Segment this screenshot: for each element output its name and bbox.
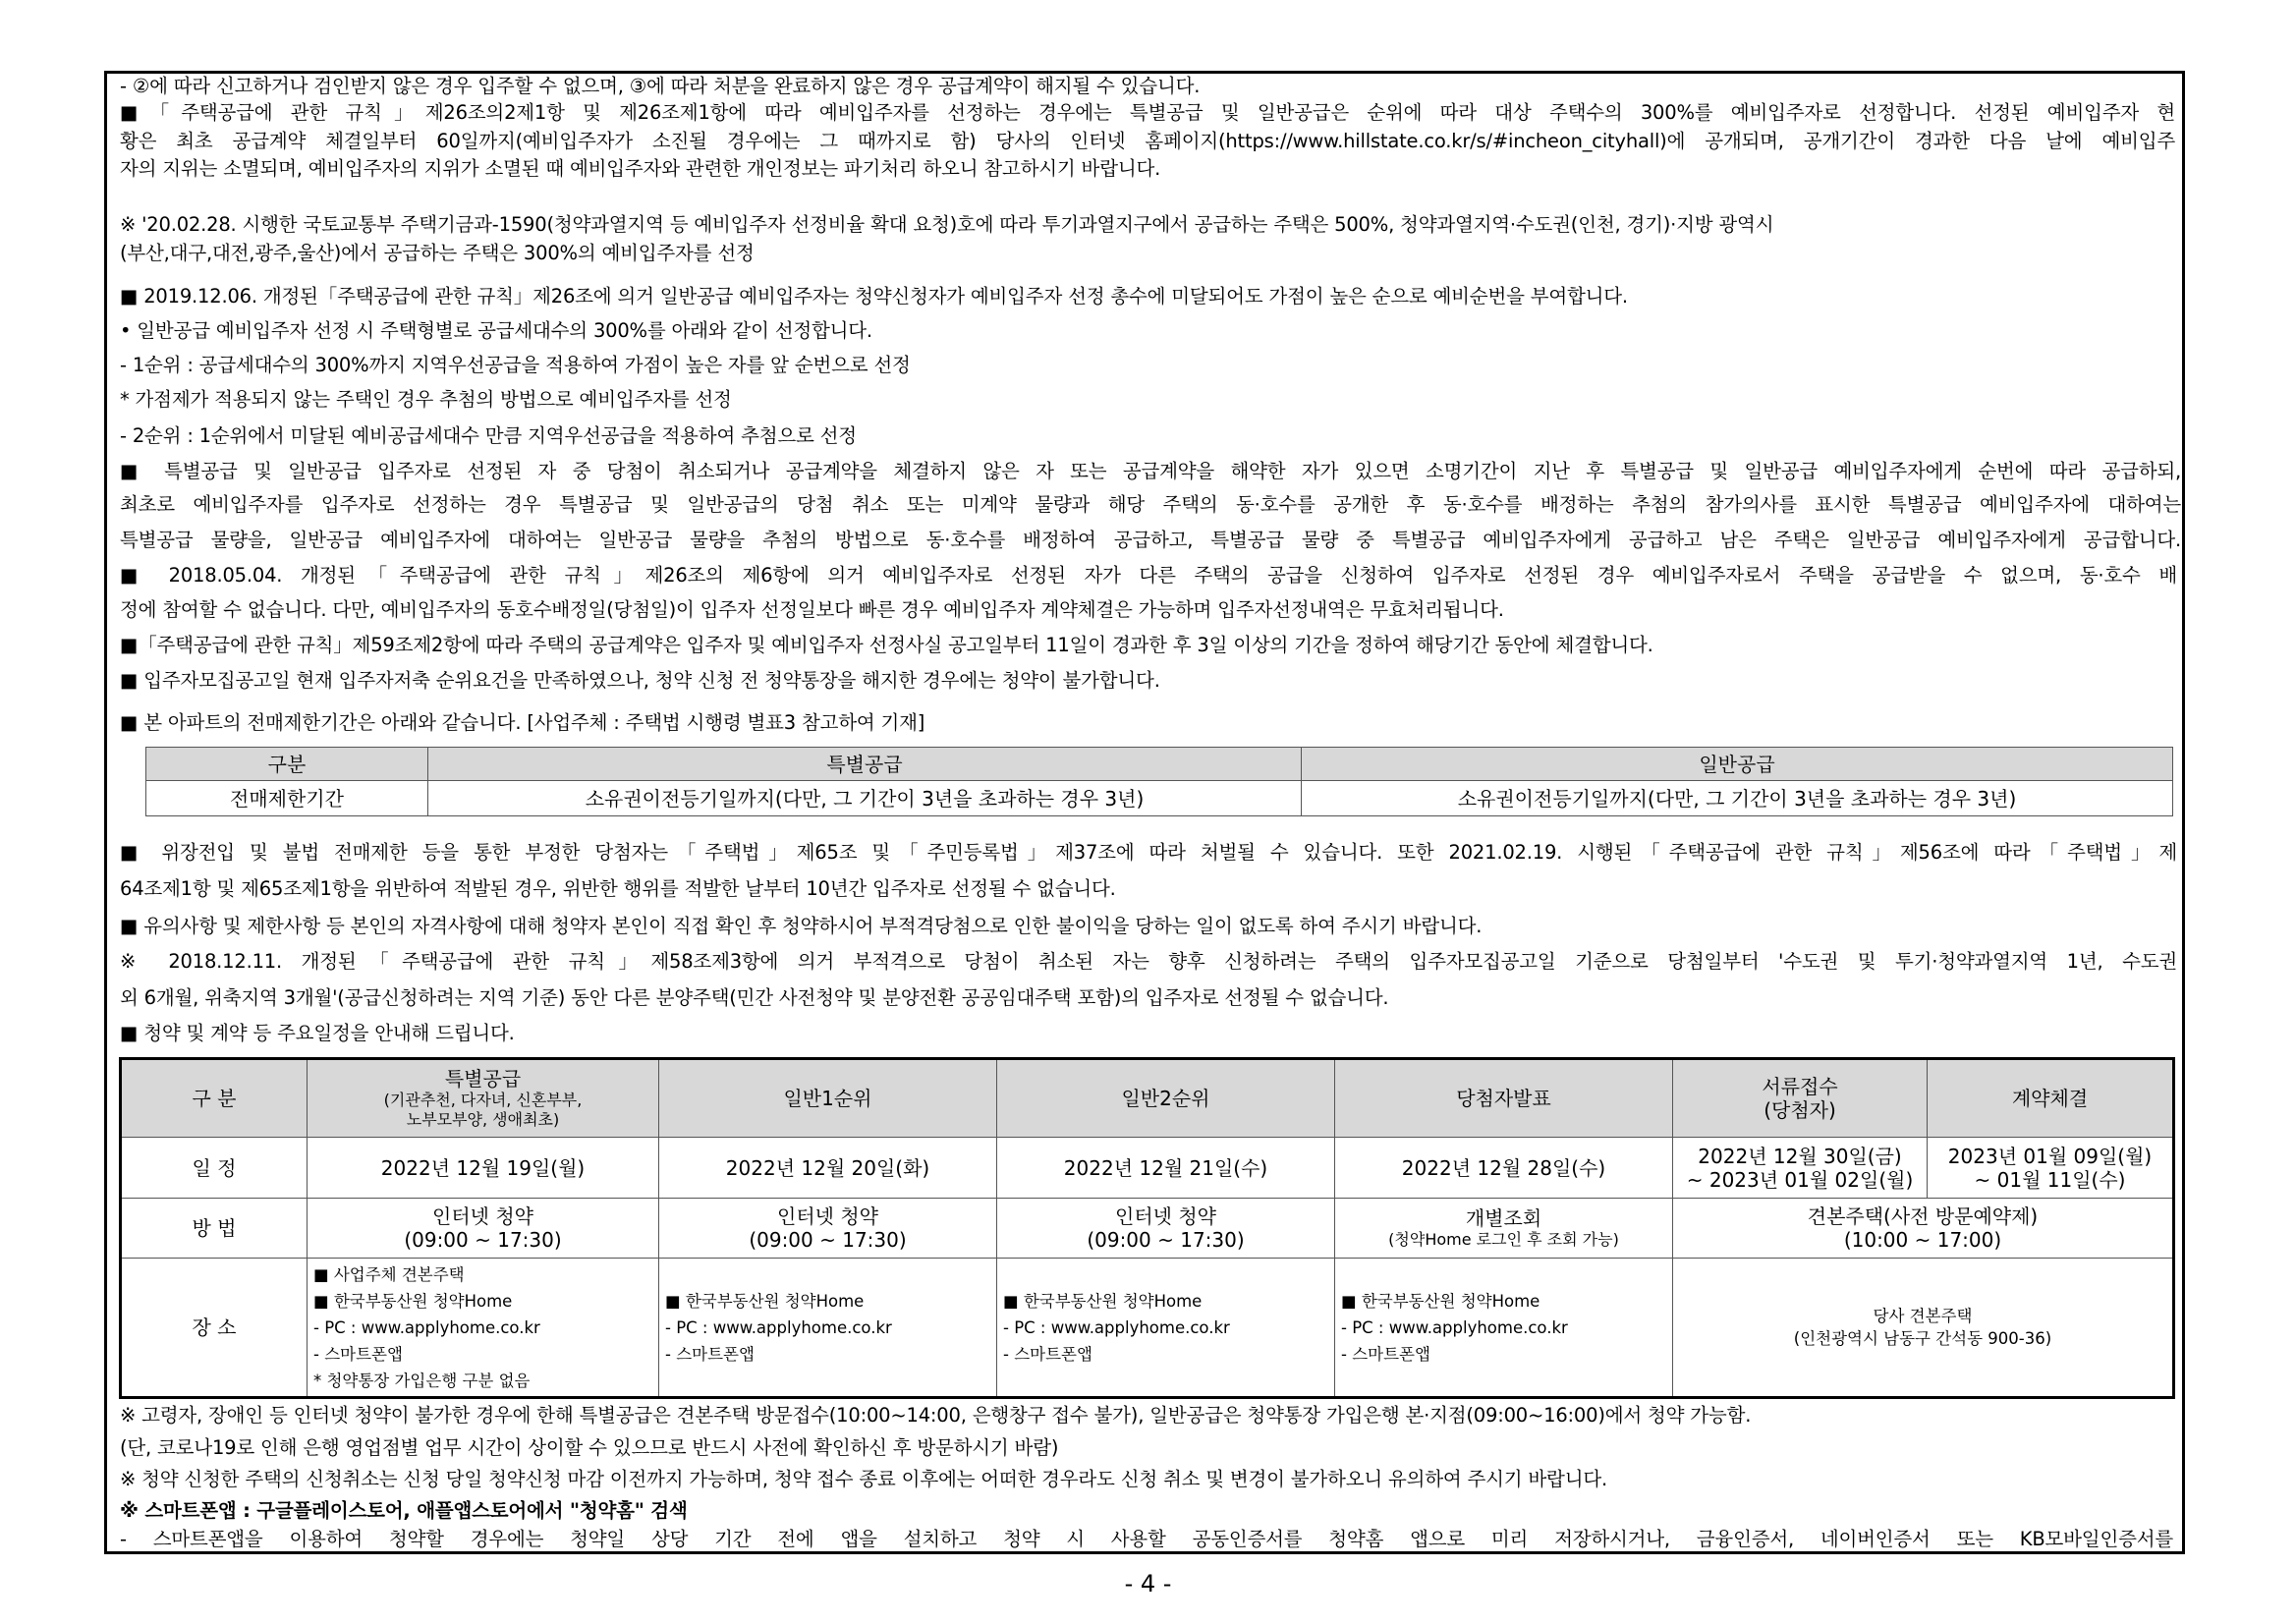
place-cell [1335, 1259, 1673, 1398]
place-line: - PC : www.applyhome.co.kr [1003, 1317, 1230, 1337]
date-line: ~ 2023년 01월 02일(월) [1686, 1167, 1914, 1192]
text-line: * 가점제가 적용되지 않는 주택인 경우 추첨의 방법으로 예비입주자를 선정 [120, 388, 732, 411]
special-title: 특별공급 [444, 1067, 522, 1091]
place-line: ■ 사업주체 견본주택 [313, 1264, 465, 1284]
table-cell: 소유권이전등기일까지(다만, 그 기간이 3년을 초과하는 경우 3년) [428, 781, 1302, 816]
text-line: ■ 유의사항 및 제한사항 등 본인의 자격사항에 대해 청약자 본인이 직접 확인 후 청약하시어 부적격당첨으로 인한 불이익을 당하는 일이 없도록 하여 주시기 바랍니다. [120, 915, 1483, 937]
place-line: ■ 한국부동산원 청약Home [665, 1291, 865, 1311]
place-line: ■ 한국부동산원 청약Home [1003, 1291, 1203, 1311]
table-header: 당첨자발표 [1335, 1059, 1673, 1138]
text-line: (부산,대구,대전,광주,울산)에서 공급하는 주택은 300%의 예비입주자를 선정 [120, 242, 755, 264]
text-line: ■ 입주자모집공고일 현재 입주자저축 순위요건을 만족하였으나, 청약 신청 전 청약통장을 해지한 경우에는 청약이 불가합니다. [120, 669, 1160, 692]
text-line: ■「주택공급에 관한 규칙」제26조의2제1항 및 제26조제1항에 따라 예비입주자를 선정하는 경우에는 특별공급 및 일반공급은 순위에 따라 대상 주택수의 300%를 예비입주자로 선정합니다. 선정된 예비입주자 현 [120, 101, 2175, 124]
text-line: ※ 고령자, 장애인 등 인터넷 청약이 불가한 경우에 한해 특별공급은 견본주택 방문접수(10:00~14:00, 은행창구 접수 불가), 일반공급은 청약통장 가입은행 본·지점(09:00~16:00)에서 청약 가능함. [120, 1404, 1752, 1427]
place-line: ■ 한국부동산원 청약Home [1341, 1291, 1540, 1311]
method-label: 인터넷 청약 [777, 1204, 878, 1228]
table-cell: 2022년 12월 21일(수) [997, 1138, 1335, 1199]
table-cell [997, 1199, 1335, 1259]
table-header: 일반2순위 [997, 1059, 1335, 1138]
text-line: ※ 2018.12.11. 개정된「주택공급에 관한 규칙」제58조제3항에 의거 부적격으로 당첨이 취소된 자는 향후 신청하려는 주택의 입주자모집공고일 기준으로 당첨일부터 '수도권 및 투기·청약과열지역 1년, 수도권 [120, 950, 2177, 973]
table-header: 구 분 [121, 1059, 308, 1138]
text-line: 최초로 예비입주자를 입주자로 선정하는 경우 특별공급 및 일반공급의 당첨 취소 또는 미계약 물량과 해당 주택의 동·호수를 공개한 후 동·호수를 배정하는 추첨의 참가의사를 표시한 특별공급 예비입주자에 대하여는 [120, 493, 2181, 516]
place-line: - PC : www.applyhome.co.kr [665, 1317, 892, 1337]
place-line: - PC : www.applyhome.co.kr [313, 1317, 540, 1337]
table-cell: 2022년 12월 20일(화) [659, 1138, 997, 1199]
text-line: (단, 코로나19로 인해 은행 영업점별 업무 시간이 상이할 수 있으므로 반드시 사전에 확인하신 후 방문하시기 바람) [120, 1436, 1059, 1459]
text-line: ■ 특별공급 및 일반공급 입주자로 선정된 자 중 당첨이 취소되거나 공급계약을 체결하지 않은 자 또는 공급계약을 해약한 자가 있으면 소명기간이 지난 후 특별공급 및 일반공급 예비입주자에게 순번에 따라 공급하되, [120, 460, 2181, 482]
method-note: (청약Home 로그인 후 조회 가능) [1388, 1230, 1619, 1249]
place-line: - 스마트폰앱 [1341, 1344, 1430, 1364]
table-cell [1335, 1199, 1673, 1259]
docs-subtitle: (당첨자) [1764, 1098, 1836, 1122]
text-line: 황은 최초 공급계약 체결일부터 60일까지(예비입주자가 소진될 경우에는 그 때까지로 함) 당사의 인터넷 홈페이지(https://www.hillstate.co.kr/s/#incheon_cityhall)에 공개되며, 공개기간이 경과한 다음 날에 예비입주 [120, 130, 2175, 152]
table-header: 일반1순위 [659, 1059, 997, 1138]
table-cell: 전매제한기간 [146, 781, 428, 816]
method-label: 인터넷 청약 [1115, 1204, 1216, 1228]
table-cell [659, 1199, 997, 1259]
place-line: - 스마트폰앱 [665, 1344, 755, 1364]
text-line: - 1순위 : 공급세대수의 300%까지 지역우선공급을 적용하여 가점이 높은 자를 앞 순번으로 선정 [120, 354, 911, 376]
table-cell [1673, 1138, 1928, 1199]
text-line: 정에 참여할 수 없습니다. 다만, 예비입주자의 동호수배정일(당첨일)이 입주자 선정일보다 빠른 경우 예비입주자 계약체결은 가능하며 입주자선정내역은 무효처리됩니다. [120, 598, 1504, 621]
table-header: 구분 [146, 748, 428, 781]
place-cell [308, 1259, 659, 1398]
text-line: ■「주택공급에 관한 규칙」제59조제2항에 따라 주택의 공급계약은 입주자 및 예비입주자 선정사실 공고일부터 11일이 경과한 후 3일 이상의 기간을 정하여 해당기간 동안에 체결합니다. [120, 634, 1653, 656]
table-cell: 소유권이전등기일까지(다만, 그 기간이 3년을 초과하는 경우 3년) [1302, 781, 2173, 816]
place-cell [997, 1259, 1335, 1398]
row-label: 일 정 [121, 1138, 308, 1199]
table-header [1673, 1059, 1928, 1138]
table-header [308, 1059, 659, 1138]
place-line: - 스마트폰앱 [313, 1344, 403, 1364]
table-cell: 2022년 12월 28일(수) [1335, 1138, 1673, 1199]
text-line: ■ 2018.05.04. 개정된「주택공급에 관한 규칙」제26조의 제6항에 의거 예비입주자로 선정된 자가 다른 주택의 공급을 신청하여 입주자로 선정된 경우 예비입주자로서 주택을 공급받을 수 없으며, 동·호수 배 [120, 564, 2177, 587]
row-label: 방 법 [121, 1199, 308, 1259]
table-cell [1673, 1259, 2174, 1398]
text-line: 64조제1항 및 제65조제1항을 위반하여 적발된 경우, 위반한 행위를 적발한 날부터 10년간 입주자로 선정될 수 없습니다. [120, 877, 1116, 900]
method-hours: (10:00 ~ 17:00) [1843, 1228, 2002, 1252]
text-line: - 2순위 : 1순위에서 미달된 예비공급세대수 만큼 지역우선공급을 적용하여 추첨으로 선정 [120, 424, 857, 447]
method-label: 견본주택(사전 방문예약제) [1807, 1204, 2039, 1228]
place-cell [659, 1259, 997, 1398]
page-number: - 4 - [1124, 1570, 1172, 1597]
method-hours: (09:00 ~ 17:30) [404, 1228, 562, 1252]
text-line: ■ 본 아파트의 전매제한기간은 아래와 같습니다. [사업주체 : 주택법 시행령 별표3 참고하여 기재] [120, 711, 925, 734]
place-line: ■ 한국부동산원 청약Home [313, 1291, 513, 1311]
text-line: 특별공급 물량을, 일반공급 예비입주자에 대하여는 일반공급 물량을 추첨의 방법으로 동·호수를 배정하여 공급하고, 특별공급 물량 중 특별공급 예비입주자에게 공급하고 남은 주택은 일반공급 예비입주자에게 공급합니다. [120, 529, 2181, 551]
text-line: 외 6개월, 위축지역 3개월'(공급신청하려는 지역 기준) 동안 다른 분양주택(민간 사전청약 및 분양전환 공공임대주택 포함)의 입주자로 선정될 수 없습니다. [120, 986, 1389, 1009]
text-line: 자의 지위는 소멸되며, 예비입주자의 지위가 소멸된 때 예비입주자와 관련한 개인정보는 파기처리 하오니 참고하시기 바랍니다. [120, 157, 1161, 180]
method-hours: (09:00 ~ 17:30) [1087, 1228, 1245, 1252]
text-line: • 일반공급 예비입주자 선정 시 주택형별로 공급세대수의 300%를 아래와 같이 선정합니다. [120, 319, 872, 342]
method-label: 인터넷 청약 [432, 1204, 533, 1228]
special-subtitle: (기관추천, 다자녀, 신혼부부, [383, 1091, 583, 1109]
row-label: 장 소 [121, 1259, 308, 1398]
table-cell [308, 1199, 659, 1259]
date-line: 2022년 12월 30일(금) [1698, 1144, 1902, 1168]
text-line: ※ '20.02.28. 시행한 국토교통부 주택기금과-1590(청약과열지역 등 예비입주자 선정비율 확대 요청)호에 따라 투기과열지구에서 공급하는 주택은 500%, 청약과열지역·수도권(인천, 경기)·지방 광역시 [120, 213, 1774, 236]
table-cell [1673, 1199, 2174, 1259]
text-line: ■ 청약 및 계약 등 주요일정을 안내해 드립니다. [120, 1022, 515, 1044]
text-line: ※ 스마트폰앱 : 구글플레이스토어, 애플앱스토어에서 "청약홈" 검색 [120, 1499, 688, 1522]
model-house-label: 당사 견본주택 [1873, 1307, 1973, 1325]
text-line: ■ 위장전입 및 불법 전매제한 등을 통한 부정한 당첨자는「주택법」제65조 및「주민등록법」제37조에 따라 처벌될 수 있습니다. 또한 2021.02.19. 시행된「주택공급에 관한 규칙」제56조에 따라「주택법」제 [120, 841, 2177, 864]
table-cell: 2022년 12월 19일(월) [308, 1138, 659, 1199]
table-header: 일반공급 [1302, 748, 2173, 781]
text-line: - 스마트폰앱을 이용하여 청약할 경우에는 청약일 상당 기간 전에 앱을 설치하고 청약 시 사용할 공동인증서를 청약홈 앱으로 미리 저장하시거나, 금융인증서, 네이버인증서 또는 KB모바일인증서를 [120, 1528, 2173, 1550]
text-line: - ②에 따라 신고하거나 검인받지 않은 경우 입주할 수 없으며, ③에 따라 처분을 완료하지 않은 경우 공급계약이 해지될 수 있습니다. [120, 75, 1201, 97]
docs-title: 서류접수 [1762, 1075, 1838, 1098]
schedule-table [119, 1057, 2175, 1399]
place-line: * 청약통장 가입은행 구분 없음 [313, 1371, 531, 1390]
resale-restriction-table [145, 747, 2173, 816]
method-hours: (09:00 ~ 17:30) [749, 1228, 907, 1252]
date-line: 2023년 01월 09일(월) [1947, 1144, 2153, 1168]
place-line: - PC : www.applyhome.co.kr [1341, 1317, 1568, 1337]
model-house-address: (인천광역시 남동구 간석동 900-36) [1793, 1329, 2052, 1348]
table-cell [1928, 1138, 2174, 1199]
method-label: 개별조회 [1465, 1206, 1542, 1230]
place-line: - 스마트폰앱 [1003, 1344, 1092, 1364]
table-header: 계약체결 [1928, 1059, 2174, 1138]
date-line: ~ 01월 11일(수) [1974, 1167, 2126, 1192]
table-header: 특별공급 [428, 748, 1302, 781]
special-subtitle: 노부모부양, 생애최초) [406, 1110, 560, 1129]
text-line: ■ 2019.12.06. 개정된「주택공급에 관한 규칙」제26조에 의거 일반공급 예비입주자는 청약신청자가 예비입주자 선정 총수에 미달되어도 가점이 높은 순으로 예비순번을 부여합니다. [120, 285, 1628, 308]
text-line: ※ 청약 신청한 주택의 신청취소는 신청 당일 청약신청 마감 이전까지 가능하며, 청약 접수 종료 이후에는 어떠한 경우라도 신청 취소 및 변경이 불가하오니 유의하여 주시기 바랍니다. [120, 1468, 1607, 1490]
